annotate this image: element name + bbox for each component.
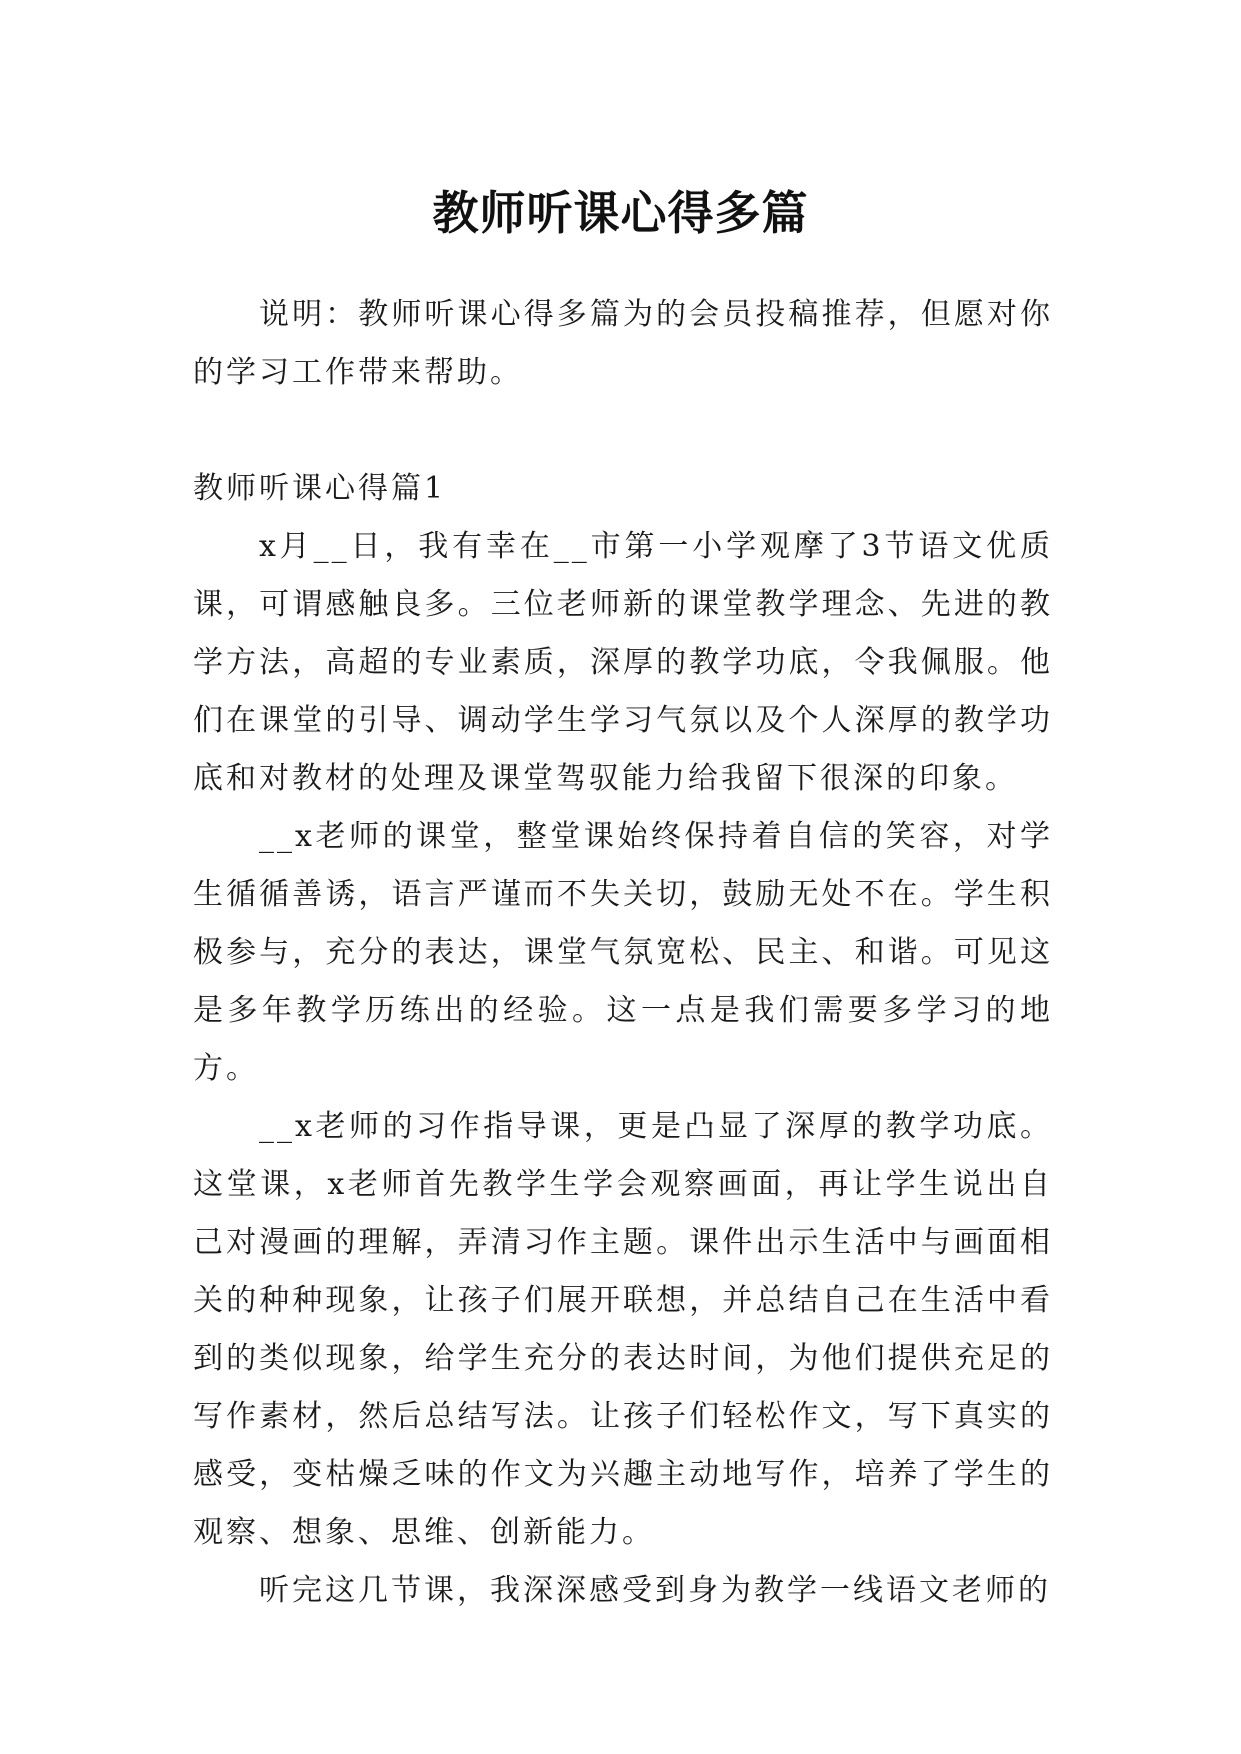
body-paragraph-2: __x老师的课堂，整堂课始终保持着自信的笑容，对学生循循善诱，语言严谨而不失关切，鼓励无处不在。学生积极参与，充分的表达，课堂气氛宽松、民主、和谐。可见这是多年教学历练出的经验。这一点是我们需要多学习的地方。 (193, 819, 1053, 1086)
intro-paragraph: 说明：教师听课心得多篇为的会员投稿推荐，但愿对你的学习工作带来帮助。 (193, 297, 1053, 390)
section-heading: 教师听课心得篇1 (193, 471, 447, 506)
document-body (193, 286, 1053, 1620)
body-paragraph-3: __x老师的习作指导课，更是凸显了深厚的教学功底。这堂课，x老师首先教学生学会观察画面，再让学生说出自己对漫画的理解，弄清习作主题。课件出示生活中与画面相关的种种现象，让孩子们展开联想，并总结自己在生活中看到的类似现象，给学生充分的表达时间，为他们提供充足的写作素材，然后总结写法。让孩子们轻松作文，写下真实的感受，变枯燥乏味的作文为兴趣主动地写作，培养了学生的观察、想象、思维、创新能力。 (193, 1109, 1053, 1550)
document-title: 教师听课心得多篇 (432, 185, 809, 240)
body-paragraph-1: x月__日，我有幸在__市第一小学观摩了3节语文优质课，可谓感触良多。三位老师新的课堂教学理念、先进的教学方法，高超的专业素质，深厚的教学功底，令我佩服。他们在课堂的引导、调动学生学习气氛以及个人深厚的教学功底和对教材的处理及课堂驾驭能力给我留下很深的印象。 (193, 529, 1053, 796)
body-paragraph-4: 听完这几节课，我深深感受到身为教学一线语文老师的 (259, 1573, 1051, 1608)
